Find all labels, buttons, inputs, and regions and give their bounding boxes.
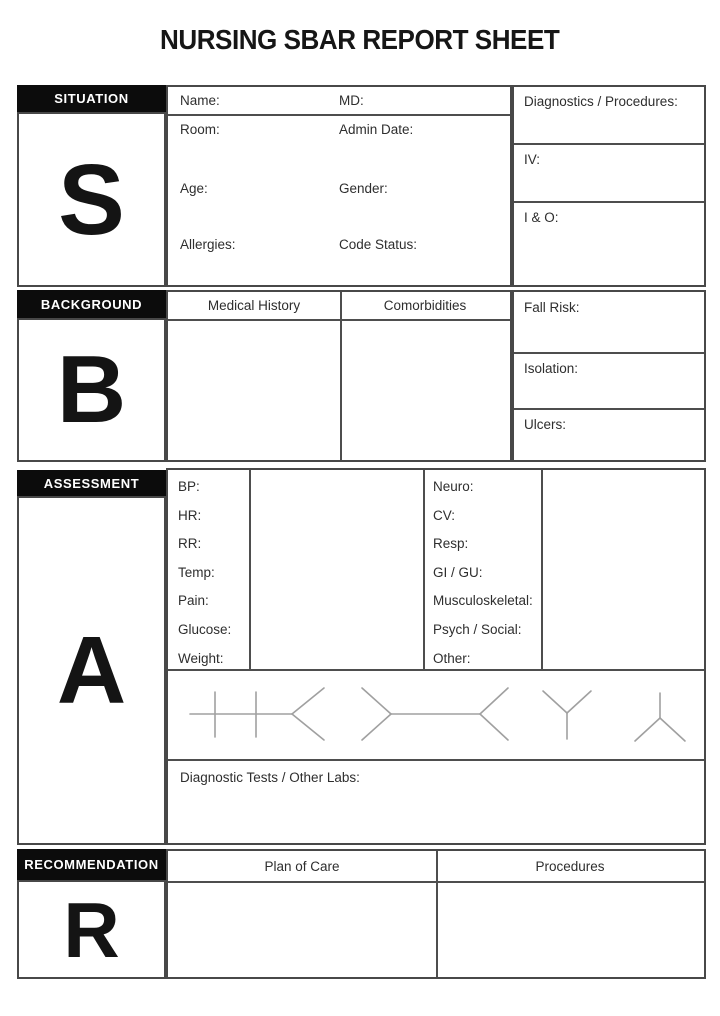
cbc-fishbone-icon	[362, 688, 508, 740]
iv-label: IV:	[524, 152, 541, 167]
diagnostics-procedures-field[interactable]	[514, 87, 704, 143]
age-label: Age:	[180, 181, 208, 196]
recommendation-header-label: RECOMMENDATION	[24, 857, 159, 872]
medical-history-column	[168, 292, 340, 319]
plan-of-care-label: Plan of Care	[264, 858, 340, 874]
musculoskeletal-label: Musculoskeletal:	[433, 593, 533, 608]
background-header-label: BACKGROUND	[40, 296, 143, 312]
lab-fishbone-diagrams	[168, 670, 704, 759]
neuro-label: Neuro:	[433, 479, 474, 494]
diagnostic-tests-field[interactable]	[168, 760, 704, 843]
psych-social-label: Psych / Social:	[433, 622, 522, 637]
lab-fishbone-panel[interactable]	[168, 670, 704, 759]
gi-gu-label: GI / GU:	[433, 565, 483, 580]
situation-letter-cell	[17, 112, 166, 287]
weight-label: Weight:	[178, 651, 224, 666]
letter-r: R	[63, 885, 120, 974]
vitals-values-field[interactable]	[251, 470, 423, 669]
resp-label: Resp:	[433, 536, 469, 551]
diagnostics-procedures-label: Diagnostics / Procedures:	[524, 94, 678, 109]
y-fishbone-icon	[543, 691, 591, 739]
name-label: Name:	[180, 93, 220, 108]
systems-values-field[interactable]	[543, 470, 704, 669]
code-status-label: Code Status:	[339, 237, 418, 252]
background-history-cell	[166, 290, 512, 462]
situation-header-label: SITUATION	[54, 91, 129, 106]
ulcers-field[interactable]	[514, 408, 704, 460]
divider	[423, 470, 425, 669]
letter-s: S	[58, 143, 125, 256]
assessment-header-label: ASSESSMENT	[43, 475, 140, 491]
iv-field[interactable]	[514, 143, 704, 201]
procedures-column	[436, 851, 704, 881]
allergies-label: Allergies:	[180, 237, 236, 252]
comorbidities-column	[340, 292, 510, 319]
assessment-header	[17, 470, 166, 496]
isolation-field[interactable]	[514, 352, 704, 408]
fall-risk-label: Fall Risk:	[524, 300, 580, 315]
other-label: Other:	[433, 651, 471, 666]
letter-b: B	[56, 336, 127, 443]
recommendation-header	[17, 849, 166, 880]
background-letter-cell	[17, 318, 166, 462]
medical-history-label: Medical History	[207, 298, 301, 313]
admin-date-label: Admin Date:	[339, 122, 414, 137]
i-and-o-label: I & O:	[524, 210, 559, 225]
assessment-letter-cell	[17, 496, 166, 845]
page-title-text: NURSING SBAR REPORT SHEET	[160, 24, 560, 55]
situation-header	[17, 85, 166, 112]
diagnostic-tests-label: Diagnostic Tests / Other Labs:	[180, 770, 360, 785]
recommendation-letter-cell	[17, 880, 166, 979]
hr-label: HR:	[178, 508, 202, 523]
procedures-field[interactable]	[438, 883, 704, 977]
i-and-o-field[interactable]	[514, 201, 704, 285]
glucose-label: Glucose:	[178, 622, 232, 637]
cv-label: CV:	[433, 508, 456, 523]
medical-history-field[interactable]	[168, 320, 340, 460]
bp-label: BP:	[178, 479, 200, 494]
situation-side-column	[512, 85, 706, 287]
comorbidities-label: Comorbidities	[383, 298, 467, 313]
pain-label: Pain:	[178, 593, 209, 608]
gender-label: Gender:	[339, 181, 388, 196]
md-label: MD:	[339, 93, 364, 108]
inverted-y-fishbone-icon	[635, 693, 685, 741]
procedures-label: Procedures	[535, 858, 605, 874]
page-title	[0, 24, 720, 56]
isolation-label: Isolation:	[524, 361, 579, 376]
background-side-column	[512, 290, 706, 462]
plan-of-care-field[interactable]	[168, 883, 436, 977]
fall-risk-field[interactable]	[514, 292, 704, 352]
comorbidities-field[interactable]	[341, 320, 510, 460]
ulcers-label: Ulcers:	[524, 417, 567, 432]
assessment-main-cell	[166, 468, 706, 845]
letter-a: A	[56, 616, 127, 724]
temp-label: Temp:	[178, 565, 215, 580]
divider	[168, 114, 510, 116]
recommendation-main-cell	[166, 849, 706, 979]
rr-label: RR:	[178, 536, 202, 551]
room-label: Room:	[180, 122, 220, 137]
background-header	[17, 290, 166, 318]
plan-of-care-column	[168, 851, 436, 881]
chem-fishbone-icon	[190, 688, 324, 740]
situation-patient-info-cell[interactable]	[166, 85, 512, 287]
